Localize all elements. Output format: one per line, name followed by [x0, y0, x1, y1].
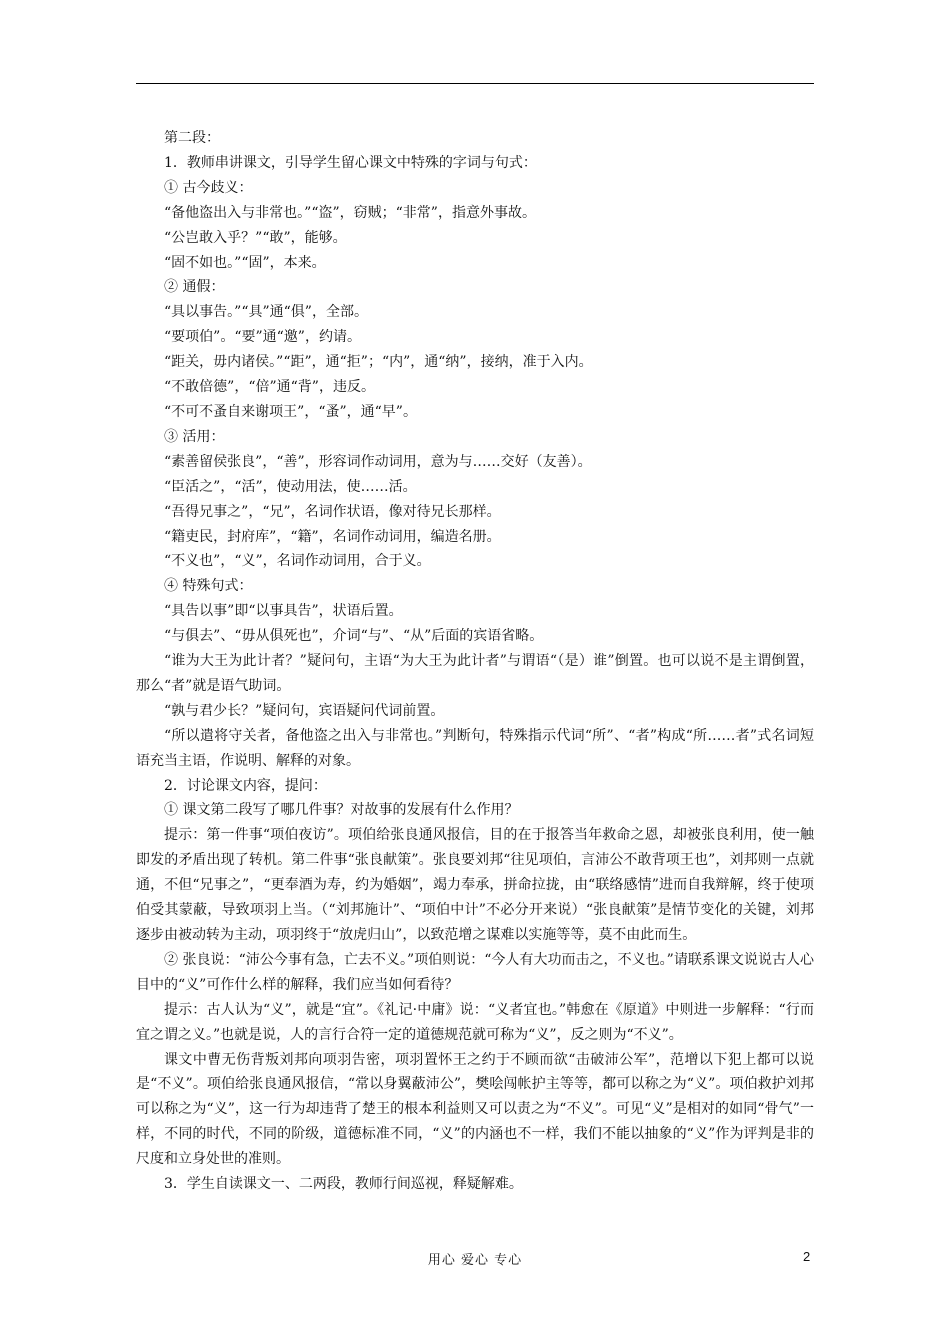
paragraph: “吾得兄事之”，“兄”，名词作状语，像对待兄长那样。	[164, 503, 501, 520]
paragraph: “素善留侯张良”，“善”，形容词作动词用，意为与……交好（友善）。	[164, 453, 592, 470]
paragraph: ③ 活用：	[164, 428, 225, 445]
paragraph: “具告以事”即“以事具告”，状语后置。	[164, 603, 403, 620]
paragraph: “具以事告。”“具”通“俱”，全部。	[164, 304, 368, 321]
header-rule	[136, 83, 814, 84]
paragraph: “不可不蚤自来谢项王”，“蚤”，通“早”。	[164, 403, 417, 420]
paragraph: ④ 特殊句式：	[164, 578, 253, 595]
paragraph: “距关，毋内诸侯。”“距”，通“拒”；“内”，通“纳”，接纳，准于入内。	[164, 354, 593, 371]
footer-motto: 用心 爱心 专心	[427, 1253, 523, 1268]
paragraph: “籍吏民，封府库”，“籍”，名词作动词用，编造名册。	[164, 528, 501, 545]
paragraph: “要项伯”。“要”通“邀”，约请。	[164, 329, 361, 346]
paragraph: ① 古今歧义：	[164, 179, 253, 196]
paragraph: “不义也”，“义”，名词作动词用，合于义。	[164, 553, 431, 570]
paragraph: 提示：第一件事“项伯夜访”。项伯给张良通风报信，目的在于报答当年救命之恩，却被张良利用，使一触即发的矛盾出现了转机。第二件事“张良献策”。张良要刘邦“往见项伯，言沛公不敢背项王也”，刘邦则一点就通，不但“兄事之”，“更奉酒为寿，约为婚姻”，竭力奉承，拼命拉拢，由“联络感情”进而自我辩解，终于使项伯受其蒙蔽，导致项羽上当。（“刘邦施计”、“项伯中计”不必分开来说）“张良献策”是情节变化的关键，刘邦逐步由被动转为主动，项羽终于“放虎归山”，以致范增之谋难以实施等等，莫不由此而生。	[136, 827, 814, 943]
paragraph: ① 课文第二段写了哪几件事？对故事的发展有什么作用？	[164, 802, 519, 819]
paragraph: “备他盗出入与非常也。”“盗”，窃贼；“非常”，指意外事故。	[164, 204, 536, 221]
paragraph: “所以遣将守关者，备他盗之出入与非常也。”判断句，特殊指示代词“所”、“者”构成“所……者”式名词短语充当主语，作说明、解释的对象。	[136, 727, 814, 769]
paragraph: “谁为大王为此计者？”疑问句，主语“为大王为此计者”与谓语“（是）谁”倒置。也可以说不是主谓倒置，那么“者”就是语气助词。	[136, 653, 814, 694]
paragraph: “不敢倍德”，“倍”通“背”，违反。	[164, 379, 375, 396]
paragraph: “固不如也。”“固”，本来。	[164, 254, 326, 271]
paragraph: ② 通假：	[164, 279, 225, 296]
paragraph: 3．学生自读课文一、二两段，教师行间巡视，释疑解难。	[164, 1176, 523, 1193]
paragraph: 第二段：	[164, 130, 220, 146]
paragraph: 2．讨论课文内容，提问：	[164, 777, 327, 794]
page-number: 2	[803, 1249, 811, 1264]
paragraph: ② 张良说：“沛公今事有急，亡去不义。”项伯则说：“今人有大功而击之，不义也。”请联系课文说说古人心目中的“义”可作什么样的解释，我们应当如何看待？	[136, 951, 814, 993]
paragraph: “公岂敢入乎？”“敢”，能够。	[164, 229, 347, 246]
paragraph: 提示：古人认为“义”，就是“宜”。《礼记·中庸》说：“义者宜也。”韩愈在《原道》中则进一步解释：“行而宜之谓之义。”也就是说，人的言行合符一定的道德规范就可称为“义”，反之则为“不义”。	[136, 1001, 814, 1043]
paragraph: 1．教师串讲课文，引导学生留心课文中特殊的字词与句式：	[164, 154, 537, 171]
paragraph: “与俱去”、“毋从俱死也”，介词“与”、“从”后面的宾语省略。	[164, 628, 544, 645]
paragraph: “孰与君少长？”疑问句，宾语疑问代词前置。	[164, 702, 445, 719]
document-body	[136, 126, 814, 1197]
paragraph: “臣活之”，“活”，使动用法，使……活。	[164, 478, 417, 495]
paragraph: 课文中曹无伤背叛刘邦向项羽告密，项羽置怀王之约于不顾而欲“击破沛公军”，范增以下犯上都可以说是“不义”。项伯给张良通风报信，“常以身翼蔽沛公”，樊哙闯帐护主等等，都可以称之为“义”。项伯救护刘邦可以称之为“义”，这一行为却违背了楚王的根本利益则又可以责之为“不义”。可见“义”是相对的如同“骨气”一样，不同的时代，不同的阶级，道德标准不同，“义”的内涵也不一样，我们不能以抽象的“义”作为评判是非的尺度和立身处世的准则。	[136, 1051, 814, 1168]
